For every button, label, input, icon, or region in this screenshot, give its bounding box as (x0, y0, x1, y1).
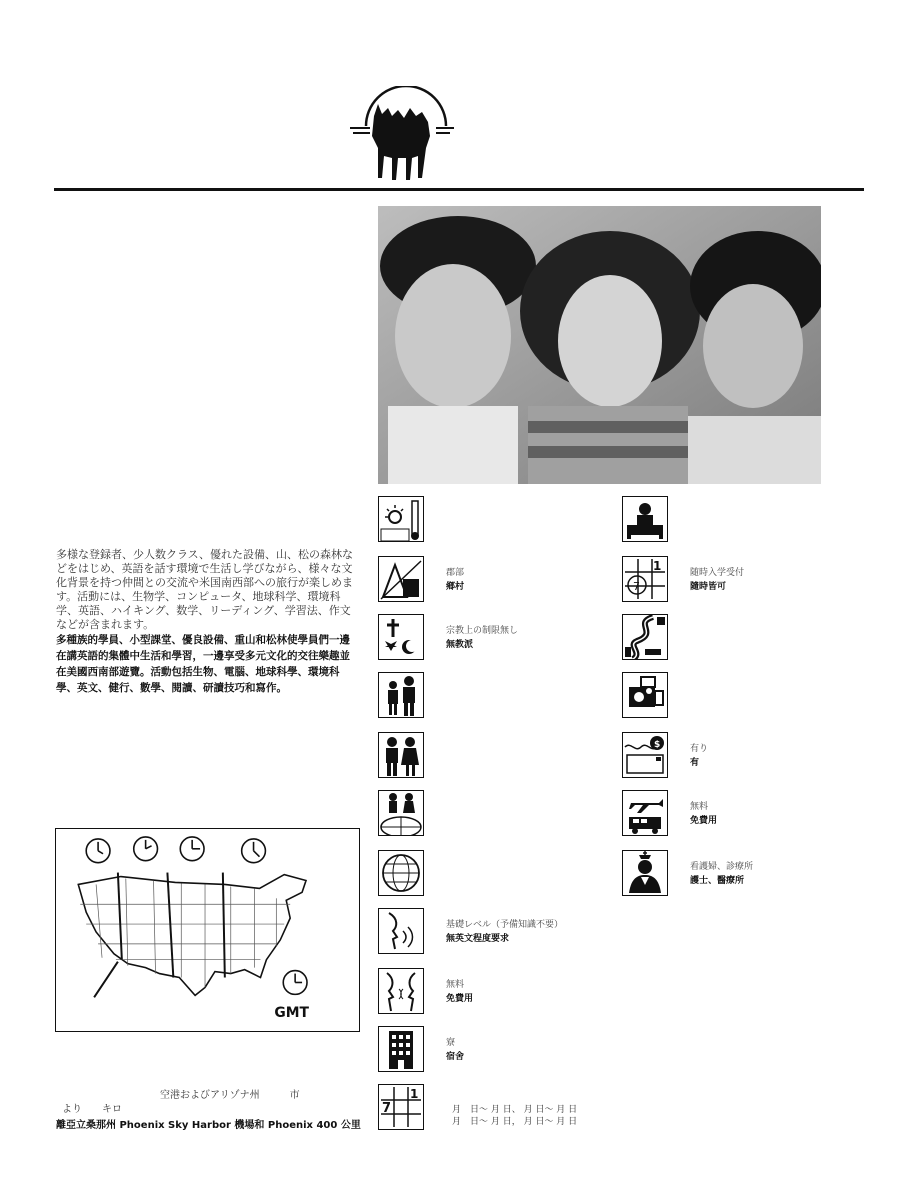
calendar-enrollment-label (690, 566, 744, 594)
language-interpreter-icon (378, 968, 424, 1014)
dates-line-2: 月 日～ 月 日， 月 日～ 月 日 (452, 1117, 578, 1127)
calendar-dates-icon (378, 1084, 424, 1130)
gmt-label: GMT (274, 1005, 309, 1022)
dates-line-1: 月 日～ 月 日、 月 日～ 月 日 (452, 1105, 578, 1115)
label-japanese: 郡部 (446, 568, 465, 578)
label-chinese: 無教派 (446, 640, 474, 650)
dormitory-building-label (446, 1036, 464, 1064)
svg-text:7: 7 (382, 1101, 392, 1116)
intro-japanese: 多様な登録者、少人数クラス、優れた設備、山、松の森林などをはじめ、英語を話す環境で生活し学びながら、様々な文化背景を持つ仲間との交流や米国南西部への旅行が楽しめます。活動には、生物学、コンピュータ、地球科学、環境科学、英語、ハイキング、数学、リーディング、学習法、作文などが含まれます。 (56, 548, 353, 631)
label-japanese: 基礎レベル（予備知識不要） (446, 920, 564, 930)
label-japanese: 随時入学受付 (690, 568, 745, 578)
svg-text:1: 1 (653, 559, 662, 573)
logo (348, 86, 458, 184)
session-dates (452, 1104, 577, 1128)
label-japanese: 寮 (446, 1038, 456, 1048)
svg-text:7: 7 (633, 580, 640, 593)
desk-class-icon (622, 496, 668, 542)
label-japanese: 無料 (690, 802, 709, 812)
label-chinese: 免費用 (690, 816, 718, 826)
footer-line-2: より キロ (62, 1104, 122, 1115)
globe-icon (378, 850, 424, 896)
english-speaking-icon (378, 908, 424, 954)
label-japanese: 宗教上の制限無し (446, 626, 519, 636)
language-interpreter-label (446, 978, 473, 1006)
airport-transfer-label (690, 800, 717, 828)
nurse-medical-icon (622, 850, 668, 896)
footer-line-1: 空港およびアリゾナ州 市 (160, 1090, 300, 1101)
label-chinese: 鄉村 (446, 582, 465, 592)
label-chinese: 無英文程度要求 (446, 934, 510, 944)
footer-line-3: 離亞立桑那州 Phoenix Sky Harbor 機場和 Phoenix 400 公里 (56, 1120, 361, 1131)
timezone-map (55, 828, 360, 1032)
rural-tent-building-icon (378, 556, 424, 602)
label-japanese: 無料 (446, 980, 465, 990)
rural-tent-building-label (446, 566, 464, 594)
intro-chinese: 多種族的學員、小型課堂、優良設備、重山和松林使學員們一邊在講英語的集體中生活和學習，一邊享受多元文化的交往樂趣並在美國西南部遊覽。活動包括生物、電腦、地球科學、環境科學、英文、健行、數學、閱讀、研讀技巧和寫作。 (56, 634, 350, 694)
horse-riders-logo (348, 86, 458, 184)
students-photo (378, 206, 821, 484)
calendar-enrollment-icon (622, 556, 668, 602)
boys-icon (378, 672, 424, 718)
coed-boy-girl-icon (378, 732, 424, 778)
label-japanese: 看護婦、診療所 (690, 862, 754, 872)
nurse-medical-label (690, 860, 753, 888)
international-students-icon (378, 790, 424, 836)
label-chinese: 免費用 (446, 994, 474, 1004)
religion-symbols-label (446, 624, 518, 652)
label-chinese: 護士、醫療所 (690, 876, 745, 886)
camera-equipment-icon (622, 672, 668, 718)
religion-symbols-icon (378, 614, 424, 660)
dormitory-building-icon (378, 1026, 424, 1072)
label-chinese: 宿舍 (446, 1052, 465, 1062)
climate-sun-thermometer-icon (378, 496, 424, 542)
money-fee-label (690, 742, 708, 770)
label-chinese: 有 (690, 758, 700, 768)
money-fee-icon (622, 732, 668, 778)
label-chinese: 隨時皆可 (690, 582, 727, 592)
airport-transfer-icon (622, 790, 668, 836)
label-japanese: 有り (690, 744, 709, 754)
svg-text:$: $ (654, 740, 661, 750)
english-speaking-label (446, 918, 563, 946)
header-rule (54, 188, 864, 191)
road-travel-icon (622, 614, 668, 660)
svg-text:1: 1 (410, 1087, 419, 1101)
